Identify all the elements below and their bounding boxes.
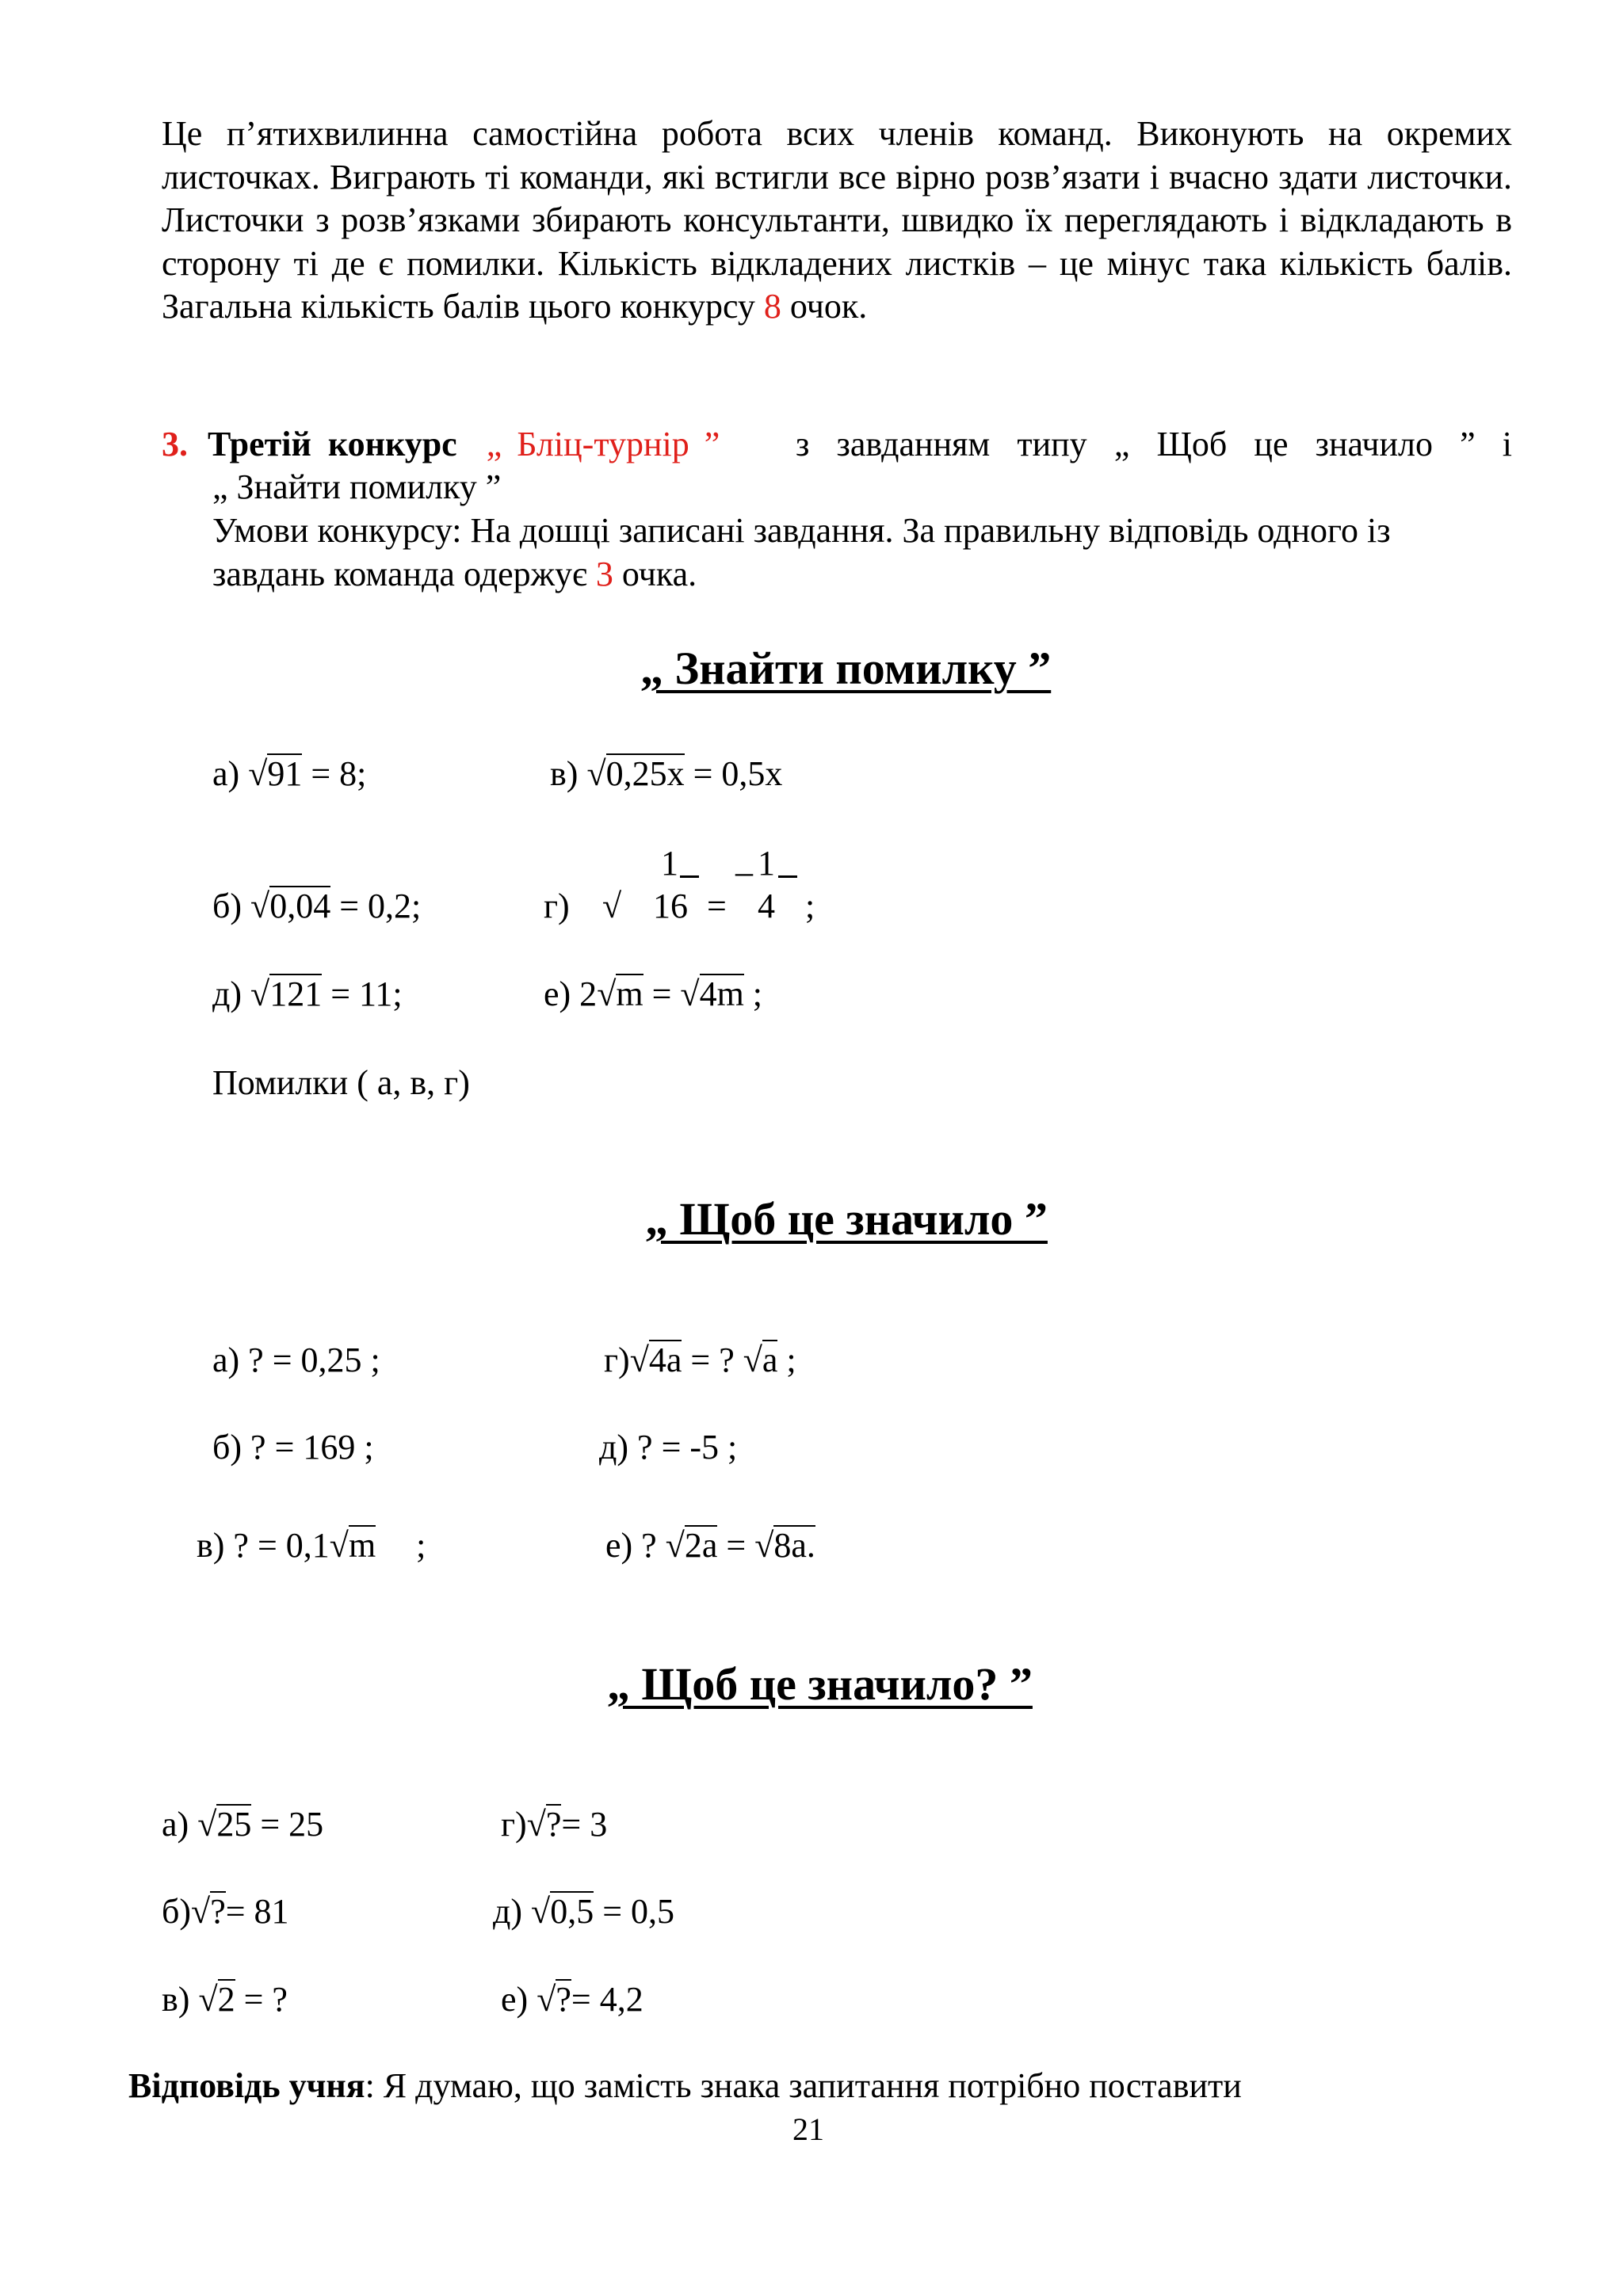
- what-it-means-item-g: г)√4а = ? √а ;: [604, 1341, 796, 1379]
- what-it-means-q-item-v: в) √2 = ?: [162, 1980, 288, 2019]
- contest3-name: „ Бліц-турнір ”: [486, 425, 720, 463]
- what-it-means-item-v: в) ? = 0,1√m ;: [197, 1526, 426, 1565]
- fraction2-denominator: 4: [758, 887, 775, 925]
- fraction1-denominator: 16: [653, 887, 688, 925]
- page-number: 21: [792, 2111, 824, 2147]
- what-it-means-item-b: б) ? = 169 ;: [212, 1428, 374, 1466]
- what-it-means-item-a: а) ? = 0,25 ;: [212, 1341, 380, 1379]
- intro-text-end: очок.: [781, 287, 868, 326]
- contest3-task-types-1: з завданням типу „ Щоб це значило ” і: [796, 425, 1512, 463]
- what-it-means-q-heading: „ Щоб це значило? ”: [607, 1658, 1033, 1710]
- find-mistake-answer: Помилки ( а, в, г): [212, 1063, 470, 1102]
- contest3-task-types-2: „ Знайти помилку ”: [212, 467, 502, 506]
- find-mistake-item-a: а) √91 = 8;: [212, 754, 367, 793]
- what-it-means-q-item-b: б)√?= 81: [162, 1892, 289, 1931]
- what-it-means-item-e: е) ? √2а = √8а.: [605, 1526, 815, 1565]
- contest3-conditions-1: Умови конкурсу: На дошці записані завдання. За правильну відповідь одного із: [212, 511, 1391, 550]
- intro-points: 8: [763, 287, 781, 326]
- what-it-means-heading: „ Щоб це значило ”: [645, 1193, 1048, 1245]
- student-answer: [128, 2065, 1242, 2107]
- contest3-header-line: [162, 423, 720, 466]
- contest3-number: 3.: [162, 425, 188, 463]
- contest3-title: Третій конкурс: [208, 425, 457, 463]
- what-it-means-q-item-d: д) √0,5 = 0,5: [493, 1892, 675, 1931]
- fraction1-numerator: 1: [661, 844, 678, 883]
- find-mistake-item-d: д) √121 = 11;: [212, 974, 403, 1013]
- what-it-means-q-item-a: а) √25 = 25: [162, 1805, 324, 1844]
- find-mistake-item-b: б) √0,04 = 0,2;: [212, 887, 422, 925]
- intro-text: Це п’ятихвилинна самостійна робота всих членів команд. Виконують на окремих листочках. Виграють ті команди, які встигли все вірно розв’язати і вчасно здати листочки. Листочки з розв’язками збирають консультанти, швидко їх переглядають і відкладають в сторону ті де є помилки. Кількість відкладених листків – це мінус така кількість балів. Загальна кількість балів цього конкурсу: [162, 114, 1512, 326]
- find-mistake-item-e: е) 2√m = √4m ;: [544, 974, 763, 1013]
- intro-paragraph: [162, 113, 1512, 329]
- student-answer-label: Відповідь учня: [128, 2066, 365, 2105]
- what-it-means-q-item-g: г)√?= 3: [501, 1805, 608, 1844]
- what-it-means-q-item-e: е) √?= 4,2: [501, 1980, 643, 2019]
- find-mistake-heading: „ Знайти помилку ”: [640, 643, 1052, 694]
- student-answer-text: : Я думаю, що замість знака запитання потрібно поставити: [365, 2066, 1242, 2105]
- fraction2-numerator: 1: [758, 844, 775, 883]
- contest3-points: 3: [595, 555, 613, 593]
- contest3-conditions-2: завдань команда одержує 3 очка.: [212, 555, 697, 593]
- what-it-means-item-d: д) ? = -5 ;: [599, 1428, 738, 1466]
- find-mistake-item-v: в) √0,25х = 0,5х: [550, 754, 783, 793]
